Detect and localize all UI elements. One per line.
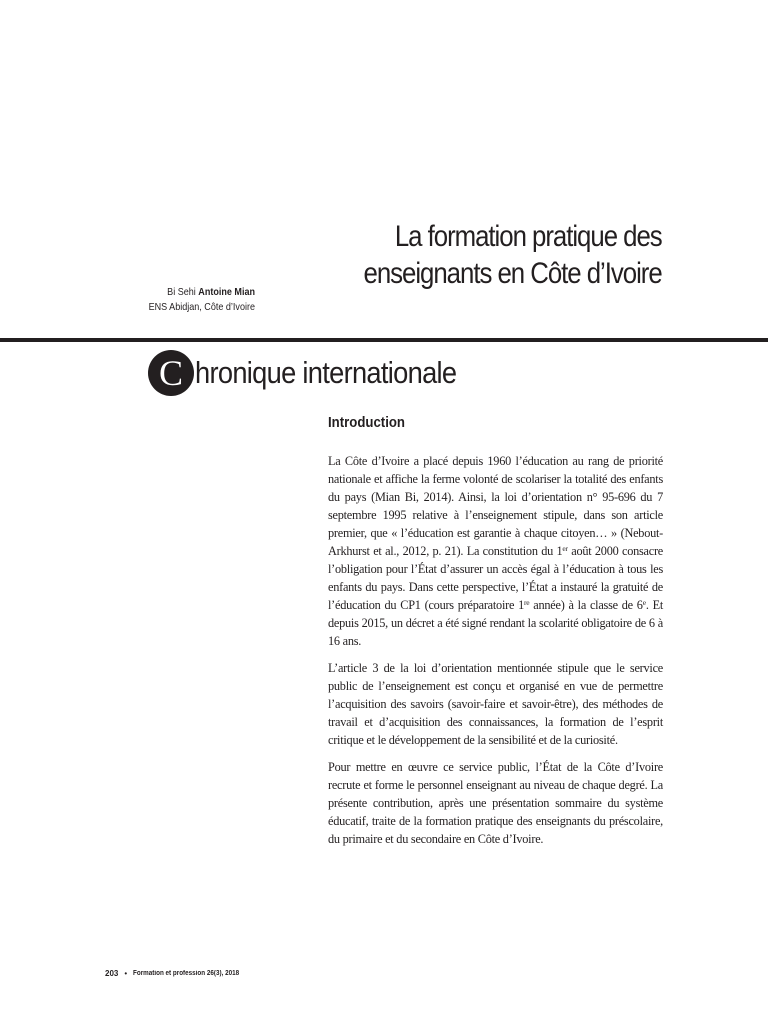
p1-text-a: La Côte d’Ivoire a placé depuis 1960 l’éducation au rang de priorité nationale et affiche la ferme volonté de scolariser la totalité des enfants du pays (Mian Bi, 2014). Ainsi, la loi d’orientation n° 95-696 du 7 septembre 1995 relative à l’enseignement stipule, dans son article premier, que « l’éducation est garantie à chaque citoyen… » (Nebout-Arkhurst et al., 2012, p. 21). La constitution du 1 — [328, 454, 663, 558]
body-column — [328, 412, 663, 857]
article-title — [364, 218, 662, 292]
rubric-header — [148, 350, 492, 396]
title-line-2: enseignants en Côte d’Ivoire — [363, 257, 662, 290]
paragraph-2: L’article 3 de la loi d’orientation mentionnée stipule que le service public de l’enseignement est conçu et organisé en vue de permettre l’acquisition des savoirs (savoir-faire et savoir-être), des méthodes de travail et d’acquisition des connaissances, la formation de l’esprit critique et le développement de la sensibilité et de la curiosité. — [328, 661, 663, 747]
p1-superscript-3: e — [642, 598, 646, 607]
page-footer — [105, 969, 251, 978]
footer-bullet: • — [124, 969, 128, 978]
title-line-1: La formation pratique des — [395, 220, 662, 253]
journal-citation: Formation et profession 26(3), 2018 — [133, 970, 240, 977]
author-block — [122, 285, 255, 315]
author-name — [122, 285, 255, 300]
author-last-name: Antoine Mian — [198, 286, 255, 298]
p1-text-b: août 2000 consacre l’obligation pour l’État d’assurer un accès égal à l’éducation à tous les enfants du pays. Dans cette perspective, l’État a instauré la gratuité de l’éducation du CP1 (cours préparatoire 1 — [328, 544, 664, 612]
p1-superscript-2: re — [524, 598, 530, 607]
paragraph-3: Pour mettre en œuvre ce service public, l’État de la Côte d’Ivoire recrute et forme le personnel enseignant au niveau de chaque degré. La présente contribution, après une présentation sommaire du système éducatif, traite de la formation pratique des enseignants du préscolaire, du primaire et du secondaire en Côte d’Ivoire. — [328, 760, 663, 846]
section-heading: Introduction — [328, 414, 405, 431]
paragraph-1 — [328, 452, 663, 650]
author-first-name: Bi Sehi — [167, 286, 199, 298]
p1-text-c: année) à la classe de 6 — [529, 598, 643, 612]
rubric-title: hronique internationale — [195, 355, 457, 390]
rubric-drop-letter: C — [148, 350, 194, 396]
page-number: 203 — [105, 969, 119, 978]
p1-superscript-1: er — [562, 544, 568, 553]
section-divider — [0, 338, 768, 342]
author-affiliation: ENS Abidjan, Côte d’Ivoire — [148, 301, 255, 313]
p1-text-d: . Et depuis 2015, un décret a été signé rendant la scolarité obligatoire de 6 à 16 ans. — [328, 598, 664, 648]
